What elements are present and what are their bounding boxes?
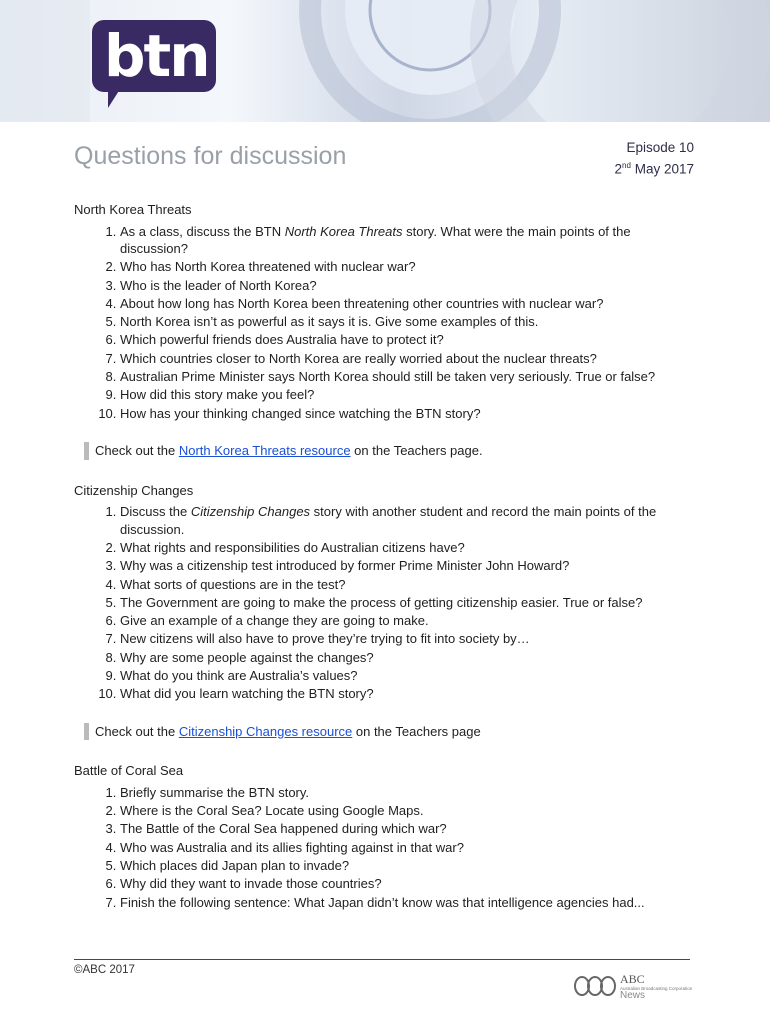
question-list <box>74 223 698 423</box>
list-item: 2. What rights and responsibilities do Australian citizens have? <box>120 539 698 557</box>
page-title: Questions for discussion <box>74 142 347 170</box>
list-item: 4. What sorts of questions are in the test? <box>120 576 698 594</box>
callout-text: Check out the <box>95 443 179 459</box>
list-item: 7. Finish the following sentence: What Japan didn’t know was that intelligence agencies had... <box>120 894 698 912</box>
q-story-name: North Korea Threats <box>284 223 403 239</box>
callout-text: on the Teachers page. <box>350 443 483 459</box>
episode-number: Episode 10 <box>626 140 694 155</box>
list-item: 4. About how long has North Korea been threatening other countries with nuclear war? <box>120 295 698 313</box>
list-item: 4. Who was Australia and its allies fighting against in that war? <box>120 839 698 857</box>
list-item: 8. Why are some people against the changes? <box>120 649 698 667</box>
list-item: 6. Give an example of a change they are going to make. <box>120 612 698 630</box>
list-item: 1. Briefly summarise the BTN story. <box>120 784 698 802</box>
abc-name: ABC <box>620 972 645 986</box>
list-item: 5. The Government are going to make the process of getting citizenship easier. True or false? <box>120 594 698 612</box>
question-list <box>74 784 698 911</box>
footer-divider <box>74 959 690 960</box>
list-item: 10. What did you learn watching the BTN story? <box>120 685 698 703</box>
list-item: 6. Which powerful friends does Australia have to protect it? <box>120 331 698 349</box>
resource-callout <box>84 442 698 460</box>
resource-callout <box>84 723 698 741</box>
list-item: 3. Who is the leader of North Korea? <box>120 277 698 295</box>
list-item: 10. How has your thinking changed since watching the BTN story? <box>120 405 698 423</box>
list-item: 2. Who has North Korea threatened with nuclear war? <box>120 258 698 276</box>
q-story-name: Citizenship Changes <box>190 504 311 520</box>
btn-logo-text: btn <box>104 22 209 90</box>
copyright: ©ABC 2017 <box>74 964 135 976</box>
list-item: 3. Why was a citizenship test introduced by former Prime Minister John Howard? <box>120 557 698 575</box>
section-title: Battle of Coral Sea <box>74 763 184 779</box>
callout-text: Check out the <box>95 723 179 739</box>
list-item <box>120 503 698 538</box>
q-text: Discuss the <box>120 504 191 520</box>
episode-info <box>615 139 694 179</box>
q-text: As a class, discuss the BTN <box>120 223 285 239</box>
callout-text: on the Teachers page <box>352 723 481 739</box>
abc-news: News <box>620 990 646 1001</box>
resource-link[interactable]: Citizenship Changes resource <box>178 723 353 739</box>
section-title: Citizenship Changes <box>74 482 194 498</box>
list-item <box>120 223 698 258</box>
list-item: 5. Which places did Japan plan to invade? <box>120 857 698 875</box>
list-item: 6. Why did they want to invade those countries? <box>120 875 698 893</box>
section-title: North Korea Threats <box>74 202 192 217</box>
list-item: 9. How did this story make you feel? <box>120 386 698 404</box>
question-list <box>74 503 698 703</box>
content <box>74 201 698 912</box>
list-item: 8. Australian Prime Minister says North Korea should still be taken very seriously. True or false? <box>120 368 698 386</box>
list-item: 7. Which countries closer to North Korea are really worried about the nuclear threats? <box>120 350 698 368</box>
list-item: 2. Where is the Coral Sea? Locate using Google Maps. <box>120 802 698 820</box>
list-item: 5. North Korea isn’t as powerful as it says it is. Give some examples of this. <box>120 313 698 331</box>
list-item: 7. New citizens will also have to prove they’re trying to fit into society by… <box>120 630 698 648</box>
q-text: story. What were the main points of the discussion? <box>120 223 631 256</box>
date-suffix: nd <box>622 161 631 170</box>
resource-link[interactable]: North Korea Threats resource <box>178 443 351 459</box>
list-item: 9. What do you think are Australia’s values? <box>120 667 698 685</box>
q-text: story with another student and record the main points of the discussion. <box>120 504 657 537</box>
date-rest: May 2017 <box>630 161 694 177</box>
list-item: 3. The Battle of the Coral Sea happened during which war? <box>120 820 698 838</box>
date-day: 2 <box>614 161 623 177</box>
episode-date <box>615 157 694 179</box>
header-banner <box>0 0 770 122</box>
abc-subtitle: Australian Broadcasting Corporation <box>620 986 693 991</box>
